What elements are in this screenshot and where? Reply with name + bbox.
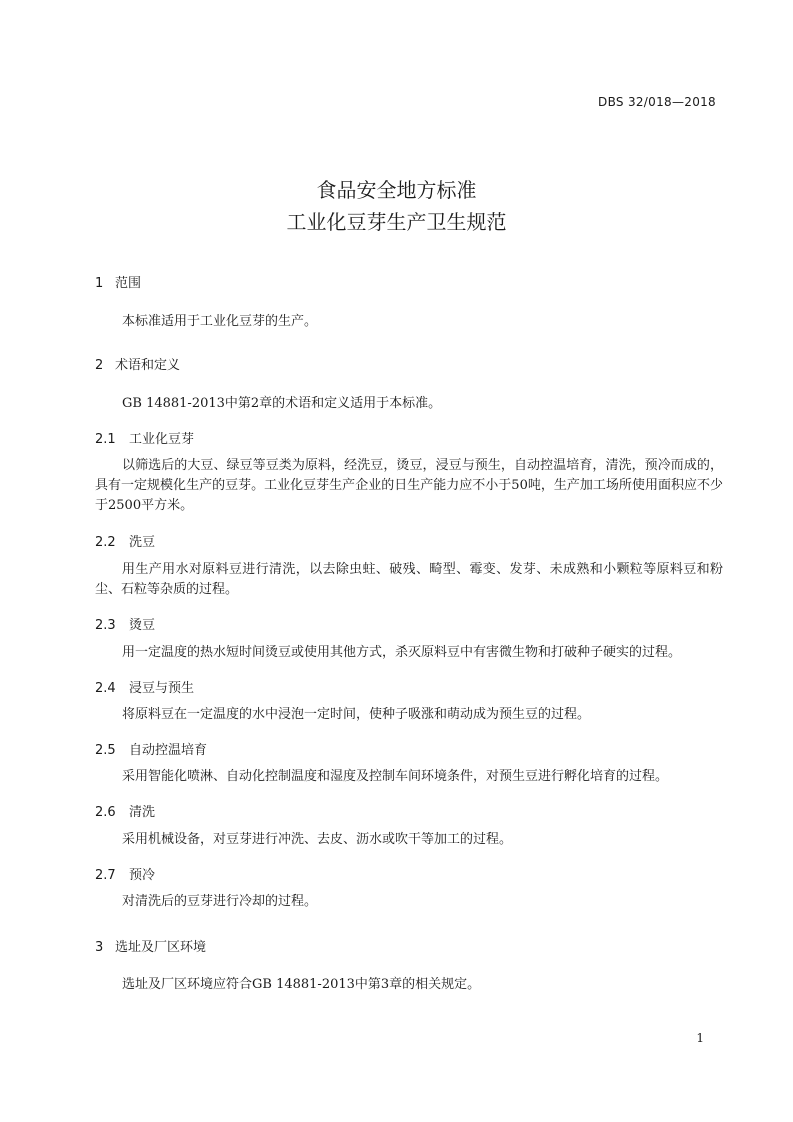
document-number: DBS 32/018—2018	[598, 95, 716, 109]
section-heading-terms	[95, 354, 180, 373]
subsection-title: 工业化豆芽	[129, 432, 195, 447]
subsection-paragraph-2-1: 以筛选后的大豆、绿豆等豆类为原料，经洗豆，烫豆，浸豆与预生，自动控温培育，清洗，预冷而成的，具有一定规模化生产的豆芽。工业化豆芽生产企业的日生产能力应不小于50吨，生产加工场所使用面积应不少于2500平方米。	[95, 458, 723, 513]
subsection-number: 2.6	[95, 805, 116, 820]
subsection-number: 2.2	[95, 535, 116, 550]
subsection-title: 浸豆与预生	[129, 681, 195, 696]
document-title-line-1: 食品安全地方标准	[316, 178, 477, 202]
subsection-paragraph-2-7: 对清洗后的豆芽进行冷却的过程。	[122, 894, 318, 909]
subsection-heading-2-7	[95, 864, 155, 883]
subsection-paragraph-2-5: 采用智能化喷淋、自动化控制温度和湿度及控制车间环境条件，对预生豆进行孵化培育的过程。	[122, 769, 669, 784]
subsection-heading-2-3	[95, 614, 155, 633]
section-title: 选址及厂区环境	[115, 940, 207, 955]
section-heading-site-selection	[95, 936, 206, 955]
section-number: 2	[95, 358, 104, 373]
subsection-title: 清洗	[129, 805, 156, 820]
subsection-heading-2-6	[95, 801, 155, 820]
section-paragraph-scope: 本标准适用于工业化豆芽的生产。	[122, 314, 318, 329]
section-heading-scope	[95, 272, 141, 291]
section-number: 1	[95, 276, 104, 291]
subsection-number: 2.4	[95, 681, 116, 696]
subsection-paragraph-2-3: 用一定温度的热水短时间烫豆或使用其他方式，杀灭原料豆中有害微生物和打破种子硬实的过程。	[122, 645, 682, 660]
section-title: 术语和定义	[115, 358, 181, 373]
subsection-heading-2-4	[95, 677, 194, 696]
subsection-paragraph-2-4: 将原料豆在一定温度的水中浸泡一定时间，使种子吸涨和萌动成为预生豆的过程。	[122, 707, 591, 722]
subsection-number: 2.1	[95, 432, 116, 447]
subsection-number: 2.3	[95, 618, 116, 633]
subsection-title: 洗豆	[129, 535, 156, 550]
subsection-paragraph-2-6: 采用机械设备，对豆芽进行冲洗、去皮、沥水或吹干等加工的过程。	[122, 832, 513, 847]
section-paragraph-site-selection: 选址及厂区环境应符合GB 14881-2013中第3章的相关规定。	[122, 977, 481, 992]
subsection-paragraph-2-2: 用生产用水对原料豆进行清洗，以去除虫蛀、破残、畸型、霉变、发芽、未成熟和小颗粒等原料豆和粉尘、石粒等杂质的过程。	[95, 562, 723, 597]
document-title-line-2: 工业化豆芽生产卫生规范	[286, 210, 507, 234]
subsection-title: 烫豆	[129, 618, 156, 633]
section-paragraph-terms: GB 14881-2013中第2章的术语和定义适用于本标准。	[122, 396, 442, 411]
section-number: 3	[95, 940, 104, 955]
subsection-heading-2-1	[95, 428, 194, 447]
subsection-title: 预冷	[129, 868, 156, 883]
subsection-heading-2-2	[95, 531, 155, 550]
subsection-number: 2.5	[95, 743, 116, 758]
subsection-heading-2-5	[95, 739, 207, 758]
page-number: 1	[696, 1031, 704, 1045]
section-title: 范围	[115, 276, 142, 291]
subsection-title: 自动控温培育	[129, 743, 208, 758]
subsection-number: 2.7	[95, 868, 116, 883]
